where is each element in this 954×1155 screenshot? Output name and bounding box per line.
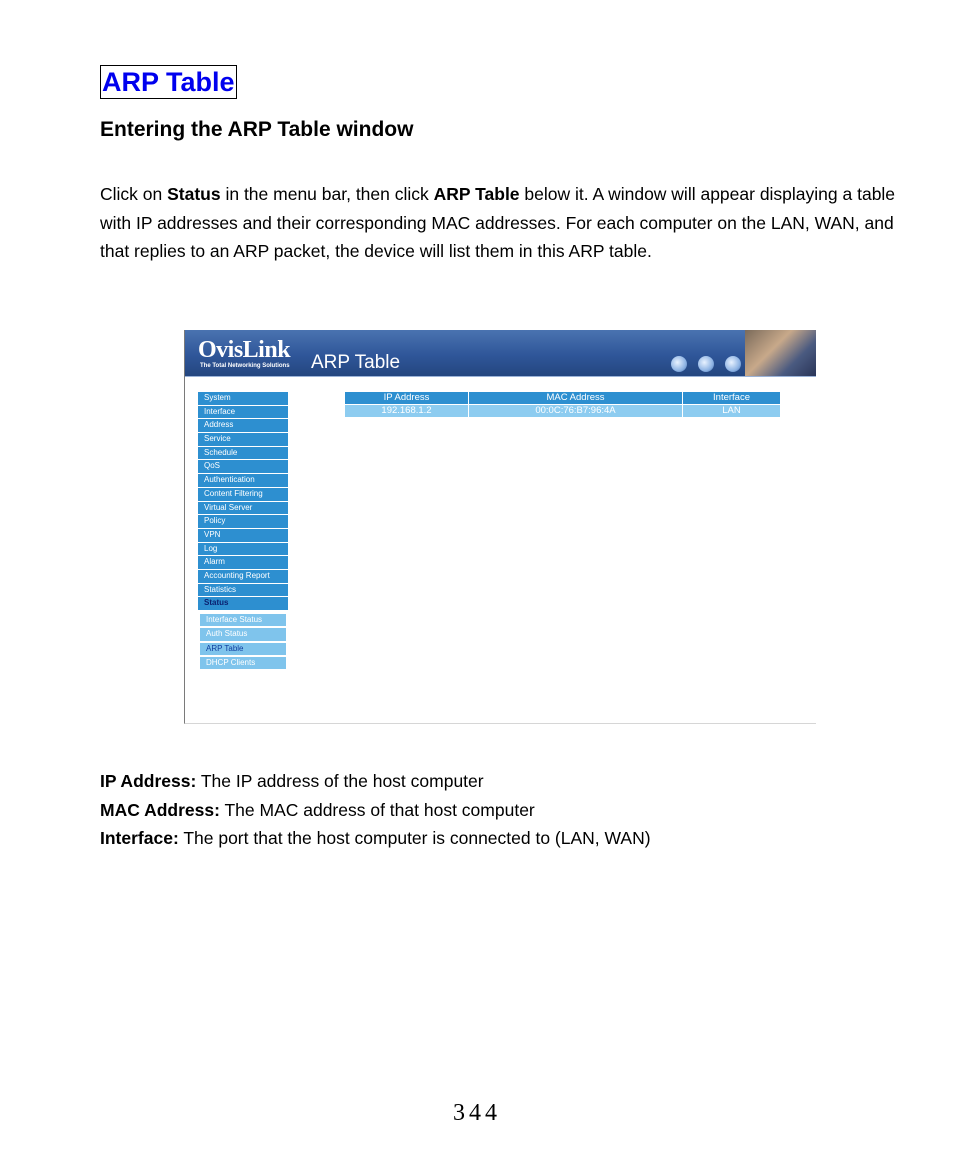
menu-item-log[interactable]: Log [198,543,288,556]
definition-term: IP Address: [100,771,197,791]
menu-item-interface[interactable]: Interface [198,406,288,419]
submenu-item-dhcp-clients[interactable]: DHCP Clients [200,657,286,669]
menu-item-service[interactable]: Service [198,433,288,446]
definition-mac-address [100,796,651,825]
router-ui-screenshot [184,330,816,724]
intro-paragraph [100,180,910,266]
intro-text-2: in the menu bar, then click [220,184,434,204]
submenu-item-auth-status[interactable]: Auth Status [200,628,286,640]
table-header-row [345,392,780,404]
ovislink-logo: OvisLink [198,337,291,363]
menu-item-system[interactable]: System [198,392,288,405]
menu-item-qos[interactable]: QoS [198,460,288,473]
intro-text-3: below it. A window will appear displaying a table with IP addresses and their corresponding MAC addresses. For each computer on the LAN, WAN, and that replies to an ARP packet, the device will list them in this ARP table. [100,184,896,261]
menu-item-address[interactable]: Address [198,419,288,432]
column-header-mac: MAC Address [469,392,682,404]
menu-item-virtual-server[interactable]: Virtual Server [198,502,288,515]
cell-ip: 192.168.1.2 [345,405,468,417]
menu-item-policy[interactable]: Policy [198,515,288,528]
intro-text-1: Click on [100,184,168,204]
column-header-ip: IP Address [345,392,468,404]
definition-term: MAC Address: [100,799,220,820]
menu-item-accounting-report[interactable]: Accounting Report [198,570,288,583]
menu-item-vpn[interactable]: VPN [198,529,288,542]
cell-interface: LAN [683,405,780,417]
section-title: ARP Table [102,67,235,97]
definition-desc: The IP address of the host computer [196,771,484,791]
definition-interface [100,824,651,853]
status-submenu [200,614,286,671]
definition-desc: The MAC address of that host computer [219,799,535,820]
column-header-interface: Interface [683,392,780,404]
header-banner [185,330,816,376]
cell-mac: 00:0C:76:B7:96:4A [469,405,682,417]
arp-table [344,391,781,418]
page-title: ARP Table [311,352,401,373]
subsection-heading: Entering the ARP Table window [100,118,414,141]
globe-icon [671,356,687,372]
table-row [345,405,780,417]
definition-term: Interface: [100,828,179,848]
intro-status-term: Status [167,184,221,204]
definition-ip-address [100,767,651,796]
logo-tagline: The Total Networking Solutions [200,363,290,369]
menu-item-schedule[interactable]: Schedule [198,447,288,460]
menu-item-statistics[interactable]: Statistics [198,584,288,597]
banner-divider [185,376,816,381]
field-definitions [100,767,651,853]
definition-desc: The port that the host computer is connected to (LAN, WAN) [178,828,651,848]
submenu-item-arp-table[interactable]: ARP Table [200,643,286,655]
menu-item-alarm[interactable]: Alarm [198,556,288,569]
intro-arp-term: ARP Table [433,184,520,204]
globe-icon [698,356,714,372]
globe-icon [725,356,741,372]
menu-item-status[interactable]: Status [198,597,288,610]
sidebar-menu [198,392,288,611]
menu-item-authentication[interactable]: Authentication [198,474,288,487]
banner-photo [745,330,816,376]
submenu-item-interface-status[interactable]: Interface Status [200,614,286,626]
page-number: 344 [453,1100,501,1126]
menu-item-content-filtering[interactable]: Content Filtering [198,488,288,501]
